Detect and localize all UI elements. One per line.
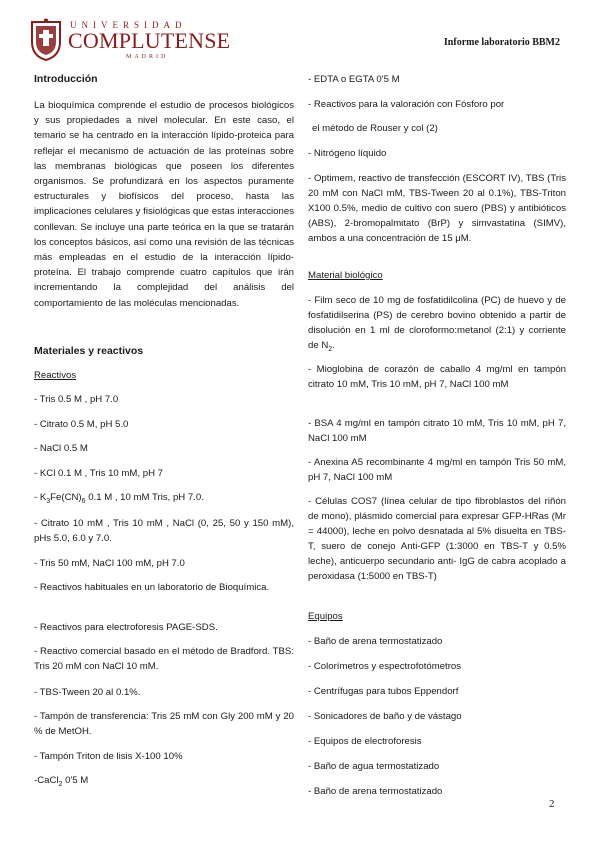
equipment-item: - Baño de agua termostatizado bbox=[308, 761, 440, 772]
reagent-item: - Tris 0.5 M , pH 7.0 bbox=[34, 394, 119, 405]
reagent-item: - Citrato 10 mM , Tris 10 mM , NaCl (0, 25, 50 y 150 mM), pHs 5.0, 6.0 y 7.0. bbox=[34, 518, 294, 544]
equipment-item: - Baño de arena termostatizado bbox=[308, 636, 443, 647]
reagent-item-ferricyanide bbox=[34, 490, 204, 505]
equipment-item: - Colorímetros y espectrofotómetros bbox=[308, 661, 462, 672]
reagent-item: - NaCl 0.5 M bbox=[34, 443, 88, 454]
cacl2-prefix: -CaCl bbox=[34, 775, 59, 786]
biological-item-film bbox=[308, 293, 566, 353]
reagent-item: - TBS-Tween 20 al 0.1%. bbox=[34, 687, 141, 698]
reagent-item: - Reactivos para la valoración con Fósforo por bbox=[308, 99, 505, 110]
equipment-item: - Sonicadores de baño y de vástago bbox=[308, 711, 462, 722]
reagent-item: - Reactivos para electroforesis PAGE-SDS. bbox=[34, 622, 218, 633]
biological-item: - Células COS7 (línea celular de tipo fibroblastos del riñón de mono), plásmido comercial para expresar GFP-HRas (Mr = 44000), leche en polvo desnatada al 5% disuelta en TBS-T, suero de conejo Anti-GFP (1:3000 en TBS-T y 0.5% leche), anticuerpo secundario anti- IgG de cabra acoplado a peroxidasa (1:5000 en TBS-T) bbox=[308, 496, 566, 582]
equipment-item: - Equipos de electroforesis bbox=[308, 736, 422, 747]
reagent-item: el método de Rouser y col (2) bbox=[312, 123, 438, 134]
ferricyanide-subscript: 6 bbox=[81, 497, 86, 505]
equipment-heading: Equipos bbox=[308, 611, 343, 622]
intro-heading: Introducción bbox=[34, 73, 98, 85]
equipment-item: - Baño de arena termostatizado bbox=[308, 786, 443, 797]
materials-heading: Materiales y reactivos bbox=[34, 345, 144, 357]
cacl2-subscript: 2 bbox=[58, 780, 63, 788]
reagent-item: - Optimem, reactivo de transfección (ESCORT IV), TBS (Tris 20 mM con NaCl mM, TBS-Tween 20 al 0.1%), TBS-Triton X100 0.5%, medio de cultivo con suero (PBS) y antibióticos (ABS), 2-bromopalmitato (BrP) y simvastatina (SIMV), ambos a una concentración de 15 μM. bbox=[308, 173, 566, 244]
film-subscript: 2 bbox=[328, 345, 333, 353]
reagents-heading: Reactivos bbox=[34, 370, 77, 381]
ferricyanide-suffix: 0.1 M , 10 mM Tris, pH 7.0. bbox=[85, 492, 204, 503]
university-logo bbox=[26, 18, 231, 72]
reagent-item: - KCl 0.1 M , Tris 10 mM, pH 7 bbox=[34, 468, 164, 479]
report-title: Informe laboratorio BBM2 bbox=[443, 37, 560, 48]
film-text: - Film seco de 10 mg de fosfatidilcolina (PC) de huevo y de fosfatidilserina (PS) de cerebro bovino obtenido a partir de disolución en 1 ml de cloroformo:metanol (2:1) y corriente de N bbox=[308, 295, 566, 351]
biological-item: - Mioglobina de corazón de caballo 4 mg/ml en tampón citrato 10 mM, Tris 10 mM, pH 7, NaCl 100 mM bbox=[308, 364, 566, 390]
reagent-item: - Nitrógeno líquido bbox=[308, 148, 387, 159]
biological-material-heading: Material biológico bbox=[308, 270, 383, 281]
reagent-item: - Tampón de transferencia: Tris 25 mM con Gly 200 mM y 20 % de MetOH. bbox=[34, 711, 294, 737]
page-number: 2 bbox=[549, 798, 555, 810]
reagent-item: - Tris 50 mM, NaCl 100 mM, pH 7.0 bbox=[34, 558, 185, 569]
reagent-item: - EDTA o EGTA 0'5 M bbox=[308, 74, 400, 85]
equipment-item: - Centrífugas para tubos Eppendorf bbox=[308, 686, 459, 697]
biological-item: - BSA 4 mg/ml en tampón citrato 10 mM, Tris 10 mM, pH 7, NaCl 100 mM bbox=[308, 418, 566, 444]
ferricyanide-subscript: 3 bbox=[46, 497, 51, 505]
university-city: MADRID bbox=[126, 54, 169, 60]
film-end: . bbox=[332, 340, 335, 351]
reagent-item: - Reactivos habituales en un laboratorio de Bioquímica. bbox=[34, 582, 270, 593]
reagent-item: - Tampón Triton de lisis X-100 10% bbox=[34, 751, 183, 762]
reagent-item-cacl2 bbox=[34, 773, 88, 788]
university-name-top: UNIVERSIDAD bbox=[70, 20, 187, 30]
biological-item: - Anexina A5 recombinante 4 mg/ml en tampón Tris 50 mM, pH 7, NaCl 100 mM bbox=[308, 457, 566, 483]
ferricyanide-prefix: - K bbox=[34, 492, 47, 503]
ferricyanide-formula: Fe(CN) bbox=[50, 492, 82, 503]
cacl2-suffix: 0'5 M bbox=[62, 775, 89, 786]
reagent-item: - Citrato 0.5 M, pH 5.0 bbox=[34, 419, 129, 430]
reagent-item: - Reactivo comercial basado en el método de Bradford. TBS: Tris 20 mM con NaCl 10 mM. bbox=[34, 646, 294, 672]
university-seal-icon bbox=[26, 18, 66, 62]
university-name: COMPLUTENSE bbox=[68, 28, 231, 53]
intro-paragraph: La bioquímica comprende el estudio de procesos biológicos y sus propiedades a nivel molecular. En este caso, el temario se ha centrado en la interacción lípido-proteica para reflejar el mecanismo de actuación de las proteínas sobre las membranas biológicas que poseen los diferentes organismos. Se profundizará en los aspectos puramente estructurales y biofísicos del proceso, hasta las implicaciones celulares y fisiológicas que estas interacciones conllevan. Se incluye una parte teórica en la que se tratarán los conceptos básicos, así como una revisión de las técnicas más empleadas en el estudio de la interacción lípido-proteína. El trabajo comprende cuatro capítulos que irán incrementando la complejidad del análisis del comportamiento de las moléculas mencionadas. bbox=[34, 100, 294, 309]
